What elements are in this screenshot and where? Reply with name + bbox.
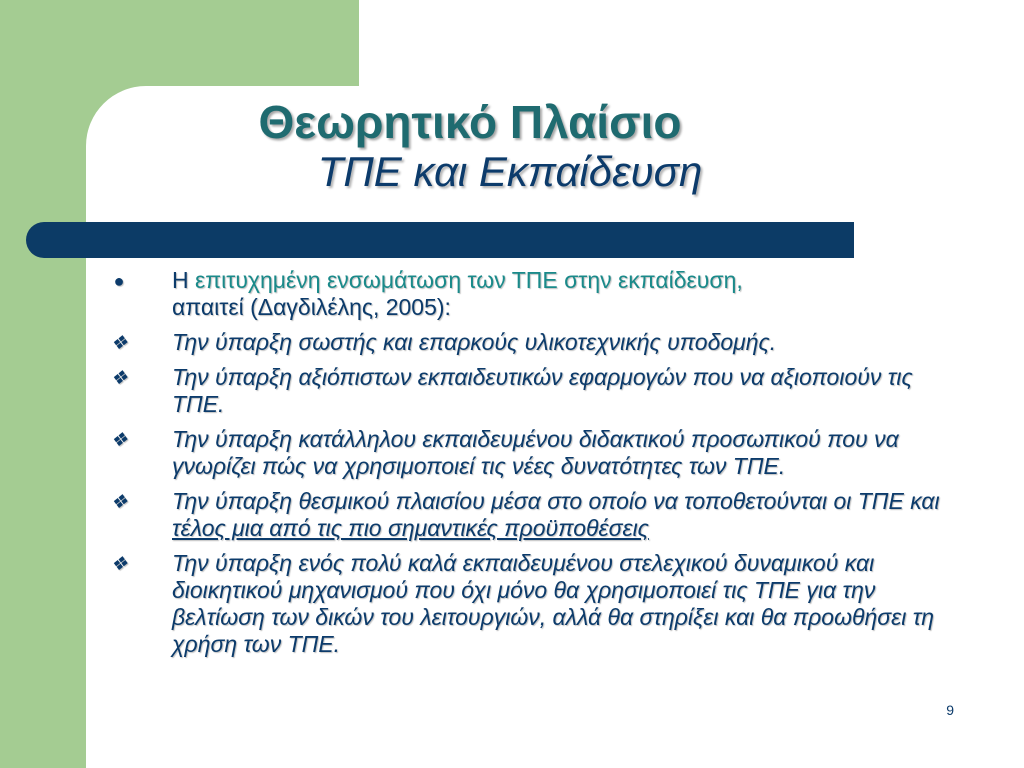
list-item-text: Την ύπαρξη ενός πολύ καλά εκπαιδευμένου στελεχικού δυναμικού και διοικητικού μηχανισμού που όχι μόνο θα χρησιμοποιεί τις ΤΠΕ για την βελτίωση των δικών του λειτουργιών, αλλά θα στηρίξει και θα προωθήσει τη χρήση των ΤΠΕ. [172,550,935,657]
list-item-text: Την ύπαρξη θεσμικού πλαισίου μέσα στο οποίο να τοποθετούνται οι ΤΠΕ και [172,488,940,514]
title-divider-bar [26,222,854,258]
list-item-text: Την ύπαρξη σωστής και επαρκούς υλικοτεχνικής υποδομής. [172,329,777,355]
slide-subtitle: ΤΠΕ και Εκπαίδευση [317,148,703,195]
title-block [120,96,980,196]
intro-highlight: επιτυχημένη ενσωμάτωση των ΤΠΕ στην εκπαίδευση, [195,267,743,293]
green-decoration-top [0,0,359,86]
diamond-bullet-icon: ❖ [110,492,128,513]
list-item [100,550,940,658]
list-item-underlined-text: τέλος μια από τις πιο σημαντικές προϋποθέσεις [172,515,649,541]
diamond-bullet-icon: ❖ [110,368,128,389]
list-item [100,488,940,542]
list-item [100,329,940,356]
intro-prefix: Η [172,267,195,293]
list-item-text: Την ύπαρξη αξιόπιστων εκπαιδευτικών εφαρμογών που να αξιοποιούν τις ΤΠΕ. [172,364,913,417]
bullet-list [100,267,940,666]
list-item-text: Την ύπαρξη κατάλληλου εκπαιδευμένου διδακτικού προσωπικού που να γνωρίζει πώς να χρησιμοποιεί τις νέες δυνατότητες των ΤΠΕ. [172,426,899,479]
diamond-bullet-icon: ❖ [110,430,128,451]
diamond-bullet-icon: ❖ [110,554,128,575]
slide-title: Θεωρητικό Πλαίσιο [258,96,682,148]
intro-rest: απαιτεί (Δαγδιλέλης, 2005): [172,294,451,320]
page-number: 9 [946,702,954,718]
list-item [100,426,940,480]
diamond-bullet-icon: ❖ [110,333,128,354]
list-item [100,364,940,418]
list-item-intro [100,267,940,321]
bullet-dot-icon: ● [113,271,125,291]
